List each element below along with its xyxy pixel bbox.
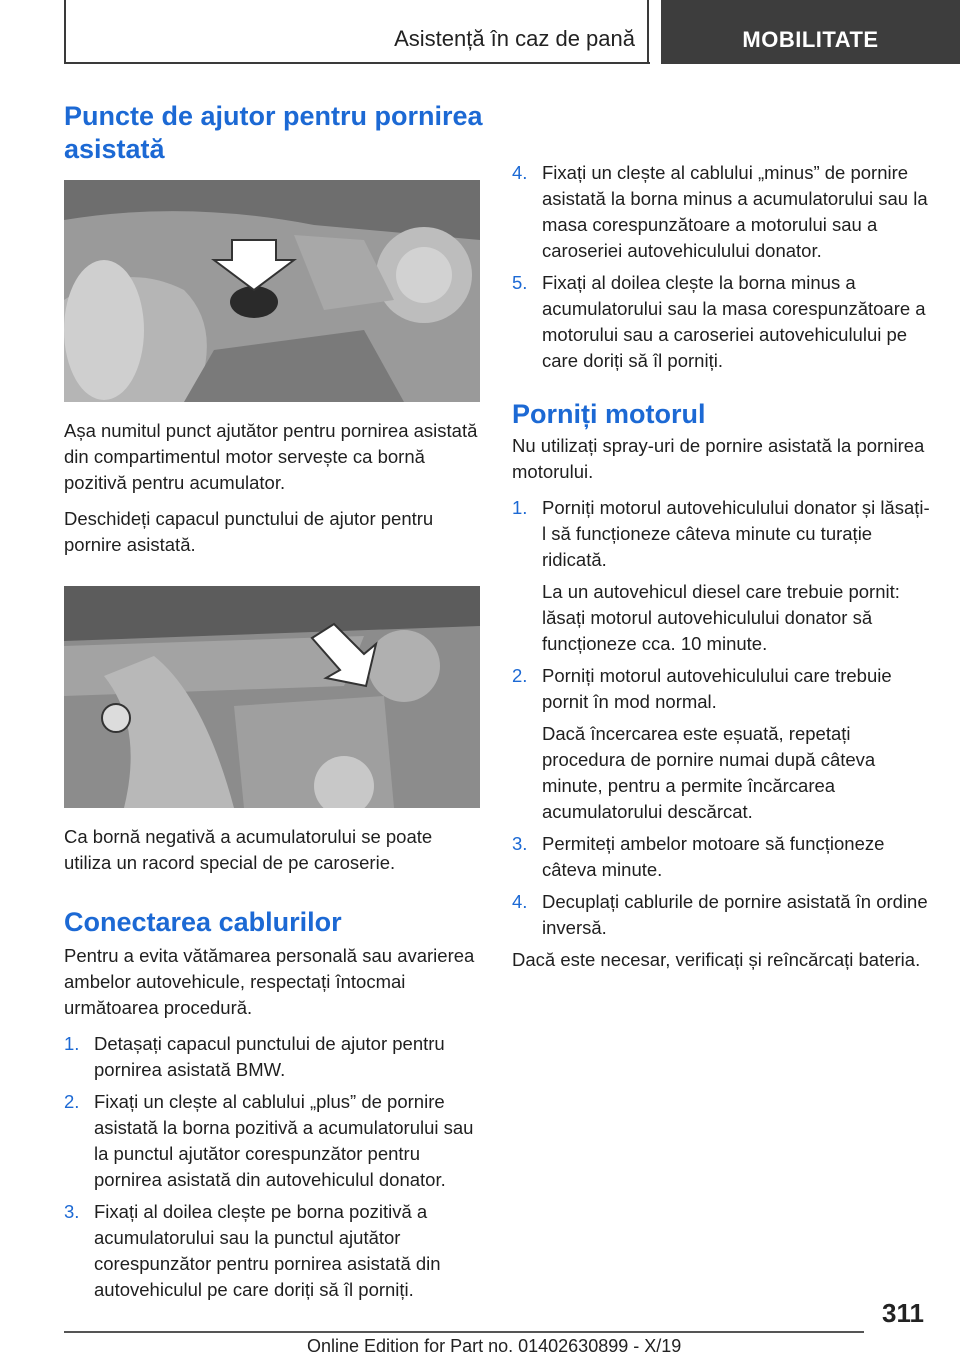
list-item <box>64 1199 484 1303</box>
list-number: 4. <box>512 162 528 183</box>
list-item <box>64 1089 484 1193</box>
header-section-title: Asistență în caz de pană <box>394 26 635 51</box>
paragraph-closing: Dacă este necesar, verificați și reîncărcați bateria. <box>512 949 921 970</box>
paragraph-connect-intro: Pentru a evita vătămarea personală sau avarierea ambelor autovehicule, respectați întocmai următoarea procedură. <box>64 945 475 1018</box>
engine-photo-jump-start-point <box>64 180 480 402</box>
list-item <box>512 160 932 264</box>
list-number: 2. <box>64 1091 80 1112</box>
list-subtext: La un autovehicul diesel care trebuie pornit: lăsați motorul autovehiculului donator să funcționeze cca. 10 minute. <box>542 581 900 654</box>
header-chapter-tab[interactable] <box>661 0 960 64</box>
list-text: Porniți motorul autovehiculului care trebuie pornit în mod normal. <box>542 665 892 712</box>
list-text: Decuplați cablurile de pornire asistată în ordine inversă. <box>542 891 928 938</box>
list-item <box>512 831 932 883</box>
list-number: 5. <box>512 272 528 293</box>
list-number: 3. <box>64 1201 80 1222</box>
list-item <box>64 1031 484 1083</box>
list-text: Fixați un clește al cablului „minus” de pornire asistată la borna minus a acumulatorului sau la masa corespunzătoare a motorului sau a caroseriei autovehiculului donator. <box>542 162 928 261</box>
engine-photo-negative-terminal <box>64 586 480 808</box>
page-number: 311 <box>882 1298 924 1328</box>
header-rule-bottom <box>64 62 650 64</box>
list-item <box>512 663 932 825</box>
list-text: Fixați un clește al cablului „plus” de pornire asistată la borna pozitivă a acumulatorului sau la punctul ajutător corespunzător pentru pornirea asistată din autovehiculul donator. <box>94 1091 474 1190</box>
connect-steps-list-continued <box>512 160 932 374</box>
paragraph-negative-terminal: Ca bornă negativă a acumulatorului se poate utiliza un racord special de pe caroserie. <box>64 826 433 873</box>
paragraph-open-cover: Deschideți capacul punctului de ajutor pentru pornire asistată. <box>64 508 434 555</box>
paragraph-jump-start-point-info: Așa numitul punct ajutător pentru pornirea asistată din compartimentul motor servește ca bornă pozitivă pentru acumulator. <box>64 420 478 493</box>
list-item <box>512 270 932 374</box>
list-item <box>512 889 932 941</box>
header-rule-mid <box>647 0 649 64</box>
list-number: 2. <box>512 665 528 686</box>
right-column <box>512 98 932 973</box>
footer-rule <box>64 1331 864 1333</box>
connect-steps-list <box>64 1031 484 1303</box>
list-number: 1. <box>64 1033 80 1054</box>
list-text: Porniți motorul autovehiculului donator și lăsați-l să funcționeze câteva minute cu turație ridicată. <box>542 497 930 570</box>
section-title-connect-cables: Conectarea cablurilor <box>64 907 342 937</box>
section-title-jump-start-points: Puncte de ajutor pentru pornirea asistată <box>64 101 483 164</box>
left-column <box>64 100 484 1303</box>
list-number: 4. <box>512 891 528 912</box>
header-rule-left <box>64 0 66 64</box>
list-number: 1. <box>512 497 528 518</box>
paragraph-start-engine-intro: Nu utilizați spray-uri de pornire asistată la pornirea motorului. <box>512 435 925 482</box>
list-text: Permiteți ambelor motoare să funcționeze câteva minute. <box>542 833 885 880</box>
list-subtext: Dacă încercarea este eșuată, repetați procedura de pornire numai după câteva minute, pentru a permite încărcarea acumulatorului descărcat. <box>542 723 876 822</box>
section-title-start-engine: Porniți motorul <box>512 399 706 429</box>
footer-edition: Online Edition for Part no. 01402630899 - X/19 <box>307 1336 682 1356</box>
list-text: Fixați al doilea clește pe borna pozitivă a acumulatorului sau la punctul ajutător corespunzător pentru pornirea asistată din autovehiculul pe care doriți să îl porniți. <box>94 1201 441 1300</box>
start-engine-steps-list <box>512 495 932 941</box>
header-chapter-label: MOBILITATE <box>742 27 879 52</box>
list-number: 3. <box>512 833 528 854</box>
list-text: Fixați al doilea clește la borna minus a acumulatorului sau la masa corespunzătoare a motorului sau a caroseriei autovehiculului pe care doriți să îl porniți. <box>542 272 926 371</box>
list-item <box>512 495 932 657</box>
list-text: Detașați capacul punctului de ajutor pentru pornirea asistată BMW. <box>94 1033 445 1080</box>
